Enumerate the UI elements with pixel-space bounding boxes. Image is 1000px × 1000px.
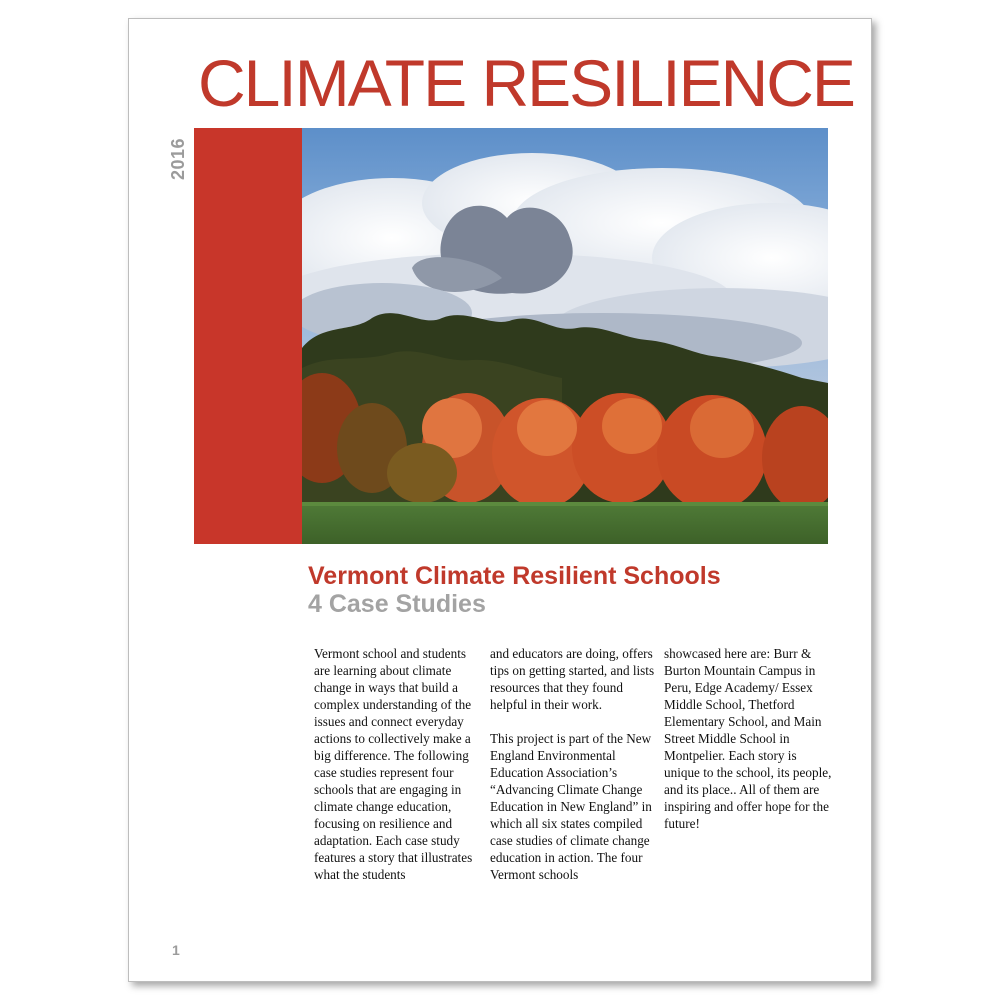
text-column-2 bbox=[490, 645, 658, 900]
paragraph: showcased here are: Burr & Burton Mountain Campus in Peru, Edge Academy/ Essex Middle School, Thetford Elementary School, and Main Street Middle School in Montpelier. Each story is unique to the school, its people, and its place.. All of them are inspiring and offer hope for the future! bbox=[664, 646, 832, 831]
red-accent-bar bbox=[194, 128, 302, 544]
year-label: 2016 bbox=[168, 137, 188, 180]
paragraph: and educators are doing, offers tips on getting started, and lists resources that they found helpful in their work. bbox=[490, 646, 655, 712]
page-title: CLIMATE RESILIENCE bbox=[198, 46, 854, 120]
cover-photo bbox=[302, 128, 828, 544]
main-heading: Vermont Climate Resilient Schools bbox=[308, 562, 721, 590]
text-column-1 bbox=[314, 645, 482, 900]
paragraph: This project is part of the New England Environmental Education Association’s “Advancing Climate Change Education in New England” in which all six states compiled case studies of climate change education in action. The four Vermont schools bbox=[490, 731, 652, 882]
sub-heading: 4 Case Studies bbox=[308, 590, 486, 618]
page-number: 1 bbox=[172, 942, 180, 958]
text-column-3 bbox=[664, 645, 832, 849]
paragraph: Vermont school and students are learning about climate change in ways that build a complex understanding of the issues and connect everyday actions to collectively make a big difference. The following case studies represent four schools that are engaging in climate change education, focusing on resilience and adaptation. Each case study features a story that illustrates what the students bbox=[314, 646, 473, 882]
